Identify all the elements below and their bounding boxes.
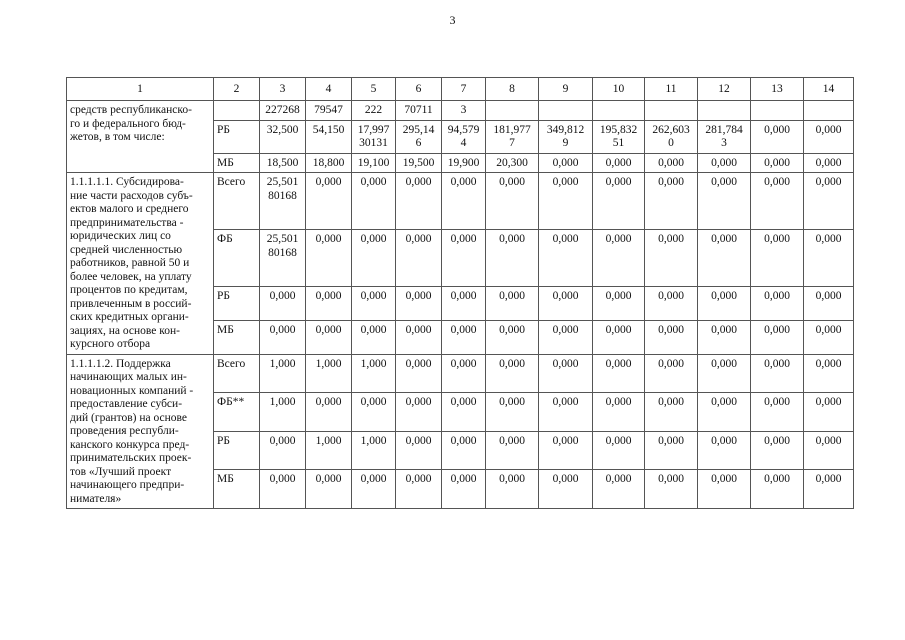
value-cell: 0,000 [306, 230, 352, 287]
value-cell: 0,000 [352, 287, 396, 321]
value-cell: 0,000 [486, 173, 539, 230]
column-number: 9 [539, 78, 593, 101]
column-number: 14 [804, 78, 854, 101]
value-cell: 0,000 [645, 354, 698, 393]
value-cell: 0,000 [645, 153, 698, 173]
value-cell: 79547 [306, 101, 352, 121]
funding-source: РБ [214, 120, 260, 153]
funding-source [214, 101, 260, 121]
value-cell: 0,000 [306, 320, 352, 354]
value-cell: 0,000 [442, 431, 486, 470]
funding-source: РБ [214, 431, 260, 470]
value-cell: 0,000 [396, 470, 442, 509]
value-cell [486, 101, 539, 121]
funding-source: МБ [214, 153, 260, 173]
value-cell: 0,000 [306, 287, 352, 321]
value-cell: 0,000 [645, 287, 698, 321]
value-cell: 0,000 [442, 393, 486, 432]
column-number: 3 [260, 78, 306, 101]
value-cell: 0,000 [751, 230, 804, 287]
value-cell: 18,500 [260, 153, 306, 173]
value-cell: 0,000 [442, 230, 486, 287]
value-cell: 0,000 [645, 393, 698, 432]
value-cell: 0,000 [804, 230, 854, 287]
value-cell: 0,000 [442, 173, 486, 230]
value-cell: 0,000 [260, 431, 306, 470]
header-row [67, 78, 854, 101]
value-cell: 0,000 [486, 393, 539, 432]
column-number: 8 [486, 78, 539, 101]
value-cell: 0,000 [539, 354, 593, 393]
column-number: 13 [751, 78, 804, 101]
value-cell: 0,000 [751, 320, 804, 354]
funding-source: ФБ** [214, 393, 260, 432]
value-cell: 262,603 0 [645, 120, 698, 153]
value-cell: 19,100 [352, 153, 396, 173]
value-cell: 0,000 [804, 470, 854, 509]
value-cell: 0,000 [396, 393, 442, 432]
value-cell: 0,000 [698, 470, 751, 509]
value-cell: 32,500 [260, 120, 306, 153]
value-cell: 0,000 [645, 431, 698, 470]
value-cell: 0,000 [442, 320, 486, 354]
value-cell: 0,000 [352, 320, 396, 354]
value-cell: 0,000 [486, 287, 539, 321]
value-cell: 0,000 [306, 470, 352, 509]
funding-source: Всего [214, 354, 260, 393]
value-cell: 0,000 [593, 431, 645, 470]
value-cell: 0,000 [396, 173, 442, 230]
value-cell: 17,997 30131 [352, 120, 396, 153]
value-cell: 18,800 [306, 153, 352, 173]
funding-table [66, 77, 854, 509]
value-cell: 0,000 [804, 431, 854, 470]
value-cell: 349,812 9 [539, 120, 593, 153]
value-cell: 1,000 [306, 431, 352, 470]
value-cell: 0,000 [751, 153, 804, 173]
value-cell: 0,000 [539, 153, 593, 173]
value-cell: 181,977 7 [486, 120, 539, 153]
value-cell: 0,000 [539, 393, 593, 432]
column-number: 10 [593, 78, 645, 101]
value-cell: 0,000 [352, 173, 396, 230]
funding-source: МБ [214, 470, 260, 509]
value-cell: 0,000 [645, 470, 698, 509]
value-cell: 0,000 [593, 287, 645, 321]
table-row [67, 354, 854, 393]
value-cell: 0,000 [486, 230, 539, 287]
value-cell: 0,000 [751, 470, 804, 509]
value-cell: 0,000 [593, 173, 645, 230]
value-cell: 0,000 [593, 320, 645, 354]
value-cell: 0,000 [486, 320, 539, 354]
funding-source: Всего [214, 173, 260, 230]
value-cell: 0,000 [539, 287, 593, 321]
value-cell: 3 [442, 101, 486, 121]
value-cell: 0,000 [698, 354, 751, 393]
value-cell [751, 101, 804, 121]
value-cell: 0,000 [593, 153, 645, 173]
value-cell: 0,000 [486, 354, 539, 393]
value-cell: 0,000 [539, 230, 593, 287]
column-number: 12 [698, 78, 751, 101]
value-cell: 0,000 [396, 354, 442, 393]
value-cell: 0,000 [593, 470, 645, 509]
value-cell: 0,000 [698, 320, 751, 354]
value-cell: 1,000 [260, 393, 306, 432]
value-cell: 0,000 [539, 470, 593, 509]
value-cell: 0,000 [804, 320, 854, 354]
column-number: 7 [442, 78, 486, 101]
value-cell: 0,000 [352, 230, 396, 287]
funding-source: МБ [214, 320, 260, 354]
value-cell: 0,000 [442, 470, 486, 509]
value-cell: 1,000 [352, 431, 396, 470]
value-cell: 0,000 [352, 393, 396, 432]
measure-name: 1.1.1.1.1. Субсидирова- ние части расходов субъ- ектов малого и среднего предпринимательства - юридических лиц со средней численностью работников, равной 50 и более человек, на уплату процентов по кредитам, привлеченным в россий- ских кредитных органи- зациях, на основе кон- курсного отбора [67, 173, 214, 355]
value-cell: 0,000 [804, 287, 854, 321]
value-cell: 0,000 [306, 173, 352, 230]
value-cell: 19,900 [442, 153, 486, 173]
value-cell: 0,000 [306, 393, 352, 432]
value-cell: 0,000 [593, 230, 645, 287]
value-cell [804, 101, 854, 121]
value-cell: 0,000 [751, 120, 804, 153]
value-cell: 222 [352, 101, 396, 121]
value-cell: 0,000 [539, 431, 593, 470]
value-cell: 0,000 [698, 173, 751, 230]
column-number: 6 [396, 78, 442, 101]
value-cell: 0,000 [396, 320, 442, 354]
value-cell: 19,500 [396, 153, 442, 173]
value-cell: 0,000 [352, 470, 396, 509]
column-number: 2 [214, 78, 260, 101]
value-cell: 227268 [260, 101, 306, 121]
funding-source: РБ [214, 287, 260, 321]
value-cell: 0,000 [804, 354, 854, 393]
value-cell: 295,14 6 [396, 120, 442, 153]
value-cell: 281,784 3 [698, 120, 751, 153]
value-cell: 0,000 [698, 287, 751, 321]
value-cell: 25,501 80168 [260, 230, 306, 287]
column-number: 1 [67, 78, 214, 101]
column-number: 5 [352, 78, 396, 101]
value-cell: 54,150 [306, 120, 352, 153]
table-row [67, 173, 854, 230]
value-cell: 0,000 [396, 431, 442, 470]
measure-name: 1.1.1.1.2. Поддержка начинающих малых ин- новационных компаний - предоставление субси- дий (грантов) на основе проведения республи- канского конкурса пред- принимательских проек- тов «Лучший проект начинающего предпри- нимателя» [67, 354, 214, 509]
value-cell: 20,300 [486, 153, 539, 173]
value-cell: 0,000 [645, 320, 698, 354]
value-cell: 0,000 [442, 354, 486, 393]
value-cell: 70711 [396, 101, 442, 121]
value-cell: 0,000 [260, 470, 306, 509]
value-cell: 1,000 [260, 354, 306, 393]
value-cell: 0,000 [593, 393, 645, 432]
column-number: 4 [306, 78, 352, 101]
value-cell: 0,000 [804, 173, 854, 230]
table-row [67, 101, 854, 121]
page-number: 3 [449, 13, 456, 27]
value-cell: 195,832 51 [593, 120, 645, 153]
value-cell: 0,000 [260, 320, 306, 354]
value-cell: 0,000 [645, 230, 698, 287]
value-cell: 0,000 [539, 320, 593, 354]
column-number: 11 [645, 78, 698, 101]
value-cell: 0,000 [645, 173, 698, 230]
value-cell [698, 101, 751, 121]
value-cell: 1,000 [352, 354, 396, 393]
value-cell: 0,000 [804, 120, 854, 153]
value-cell: 0,000 [751, 173, 804, 230]
measure-name: средств республиканско- го и федерального бюд- жетов, в том числе: [67, 101, 214, 173]
value-cell: 0,000 [698, 431, 751, 470]
value-cell: 0,000 [751, 287, 804, 321]
value-cell: 0,000 [698, 230, 751, 287]
value-cell: 0,000 [593, 354, 645, 393]
value-cell: 94,579 4 [442, 120, 486, 153]
value-cell: 0,000 [698, 153, 751, 173]
value-cell: 0,000 [486, 470, 539, 509]
value-cell [593, 101, 645, 121]
value-cell: 0,000 [804, 393, 854, 432]
value-cell: 0,000 [486, 431, 539, 470]
value-cell: 1,000 [306, 354, 352, 393]
value-cell [645, 101, 698, 121]
value-cell: 0,000 [539, 173, 593, 230]
value-cell: 0,000 [751, 354, 804, 393]
value-cell: 25,501 80168 [260, 173, 306, 230]
value-cell: 0,000 [698, 393, 751, 432]
value-cell: 0,000 [396, 230, 442, 287]
value-cell: 0,000 [804, 153, 854, 173]
value-cell: 0,000 [396, 287, 442, 321]
value-cell: 0,000 [442, 287, 486, 321]
value-cell: 0,000 [260, 287, 306, 321]
funding-source: ФБ [214, 230, 260, 287]
value-cell: 0,000 [751, 431, 804, 470]
value-cell: 0,000 [751, 393, 804, 432]
value-cell [539, 101, 593, 121]
